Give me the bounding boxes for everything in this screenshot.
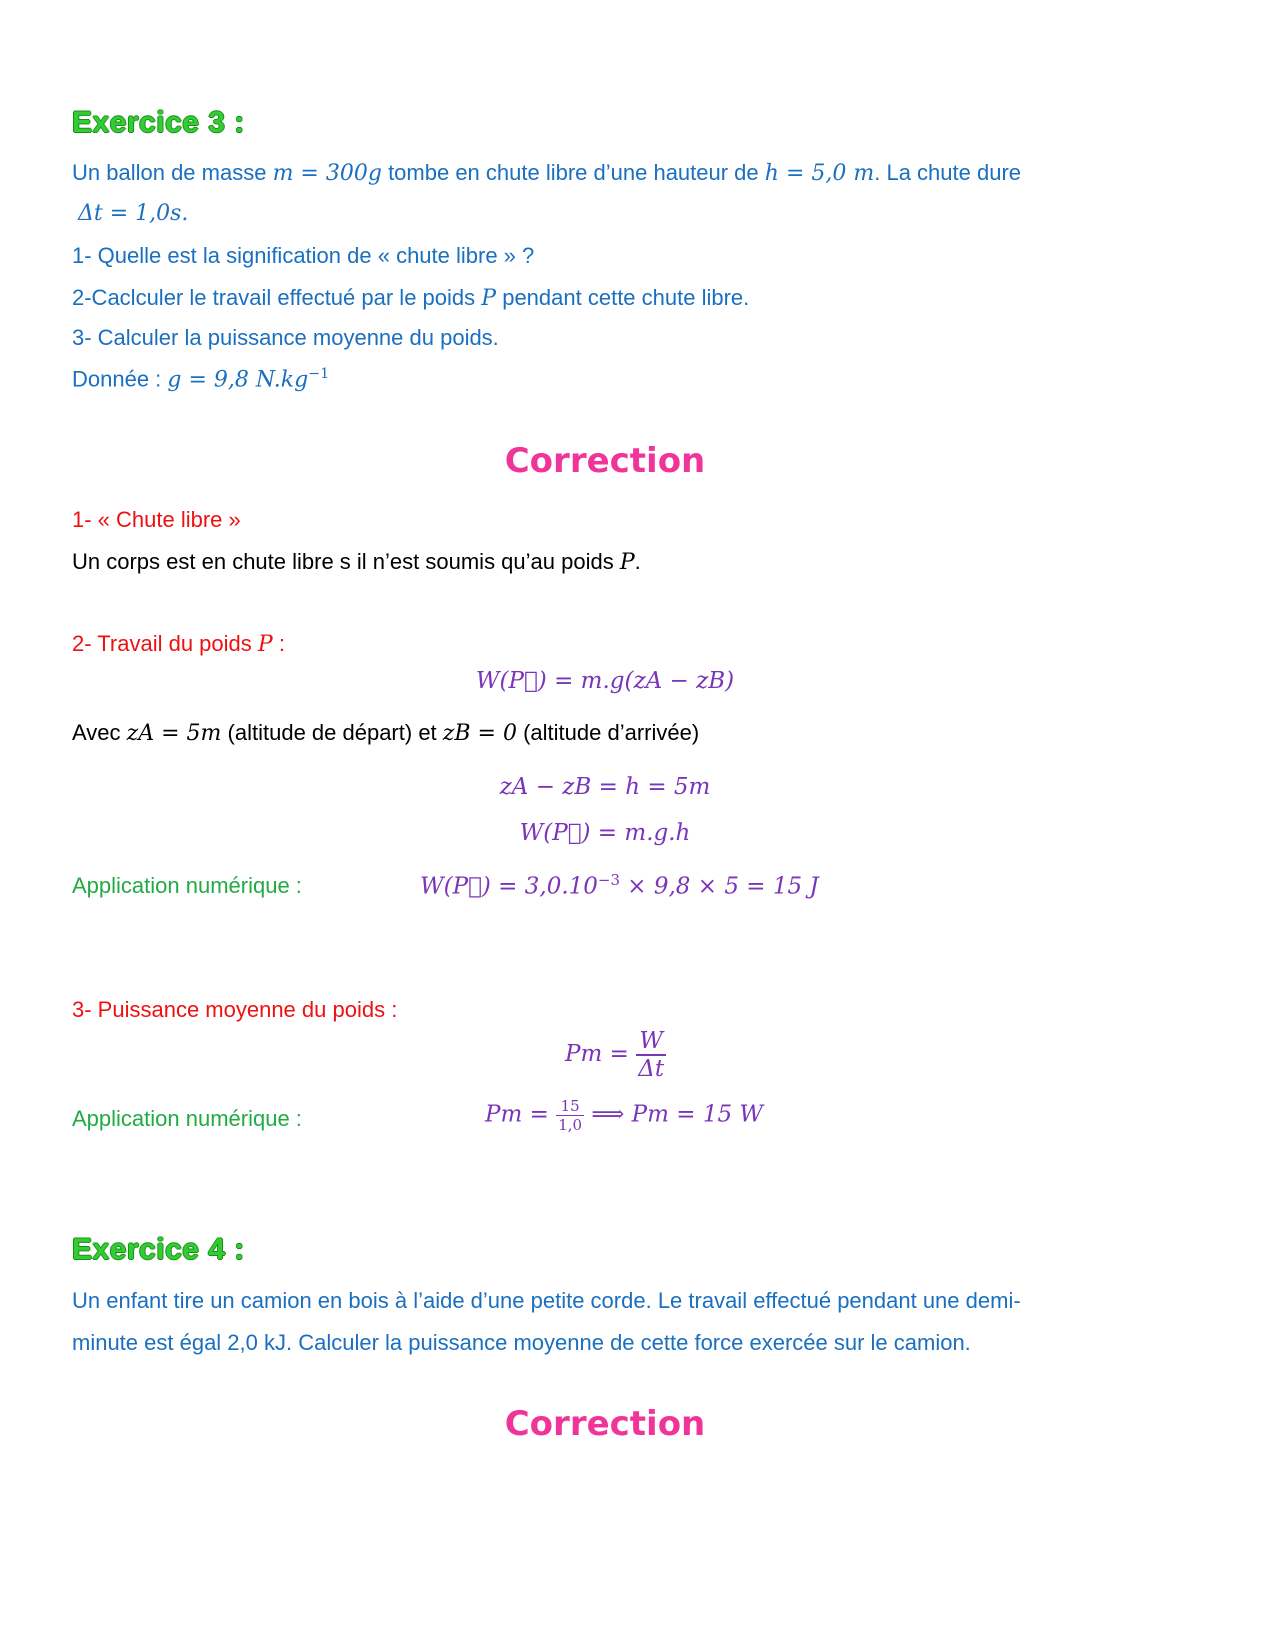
part-1-end: . [634, 549, 641, 574]
part-1-text [72, 549, 641, 575]
application-label-1: Application numérique : [72, 873, 302, 898]
equation-work-mgh: W(P⃗) = m.g.h [519, 820, 691, 846]
equation-power-fraction [636, 1028, 666, 1082]
avec-label: Avec [72, 720, 121, 745]
equation-work-general: W(P⃗) = m.g(zA − zB) [475, 668, 735, 694]
part-3-title: 3- Puissance moyenne du poids : [72, 997, 398, 1022]
part-2-title [72, 631, 285, 657]
question-2-text-a: 2-Caclculer le travail effectué par le poids [72, 285, 476, 310]
equation-power-numeric-lhs: Pm [485, 1101, 523, 1128]
equation-work-numeric-a: W(P⃗) = 3,0.10 [420, 873, 598, 900]
correction-3-heading: Correction [504, 441, 706, 481]
application-label-2: Application numérique : [72, 1106, 302, 1131]
equation-power-numeric [485, 1097, 763, 1134]
avec-end: (altitude d’arrivée) [523, 720, 700, 745]
question-2-text-b: pendant cette chute libre. [502, 285, 750, 310]
equation-power-numeric-numerator: 15 [556, 1097, 584, 1116]
height-value: h = 5,0 m [764, 161, 875, 186]
exercise-3-title: Exercice 3 : [72, 106, 245, 139]
equation-work-numeric-exponent: −3 [597, 871, 620, 889]
exercise-4-line1: Un enfant tire un camion en bois à l’aide d’une petite corde. Le travail effectué pendant une demi- [72, 1288, 1021, 1313]
equation-height: zA − zB = h = 5m [499, 774, 711, 800]
exercise-4-title: Exercice 4 : [72, 1233, 245, 1266]
question-2 [72, 285, 749, 311]
equation-power-result: ⟹ Pm = 15 W [591, 1101, 764, 1128]
given-data [72, 366, 329, 392]
part-2-p: P [257, 632, 273, 657]
given-data-label: Donnée : [72, 366, 162, 392]
given-data-value: g = 9,8 N.kg [167, 367, 309, 393]
question-2-p: P [481, 286, 497, 311]
exercise-4-line2: minute est égal 2,0 kJ. Calculer la puissance moyenne de cette force exercée sur le camion. [72, 1330, 971, 1355]
equation-power-numeric-fraction [556, 1097, 584, 1134]
equation-power [565, 1028, 666, 1082]
avec-mid: (altitude de départ) et [227, 720, 437, 745]
mass-value: m = 300g [272, 161, 382, 186]
duration-value: Δt = 1,0s. [78, 201, 189, 226]
part-2-colon: : [272, 631, 285, 656]
avec-za: zA = 5m [126, 721, 222, 746]
statement-text-a: Un ballon de masse [72, 160, 267, 185]
avec-line [72, 720, 699, 746]
statement-text-c: . La chute dure [874, 160, 1022, 185]
statement-text-b: tombe en chute libre d’une hauteur de [388, 160, 759, 185]
equation-power-lhs: Pm [565, 1041, 603, 1067]
equation-power-equals: = [609, 1041, 629, 1067]
equation-power-numerator: W [636, 1028, 666, 1056]
equation-work-numeric-b: × 9,8 × 5 = 15 J [627, 873, 819, 900]
correction-4-heading: Correction [504, 1404, 706, 1444]
avec-zb: zB = 0 [442, 721, 517, 746]
equation-power-numeric-equals: = [529, 1101, 549, 1128]
given-data-exponent: −1 [308, 366, 330, 382]
part-1-text-body: Un corps est en chute libre s il n’est soumis qu’au poids [72, 549, 614, 574]
part-2-title-text: 2- Travail du poids [72, 631, 252, 656]
question-3: 3- Calculer la puissance moyenne du poids. [72, 325, 499, 350]
exercise-3-statement-line1 [72, 160, 1021, 186]
equation-power-denominator: Δt [638, 1056, 665, 1082]
question-1: 1- Quelle est la signification de « chute libre » ? [72, 243, 535, 268]
equation-power-numeric-denominator: 1,0 [558, 1116, 583, 1134]
part-1-p: P [619, 550, 635, 575]
equation-work-numeric [420, 871, 819, 900]
part-1-title: 1- « Chute libre » [72, 507, 241, 532]
